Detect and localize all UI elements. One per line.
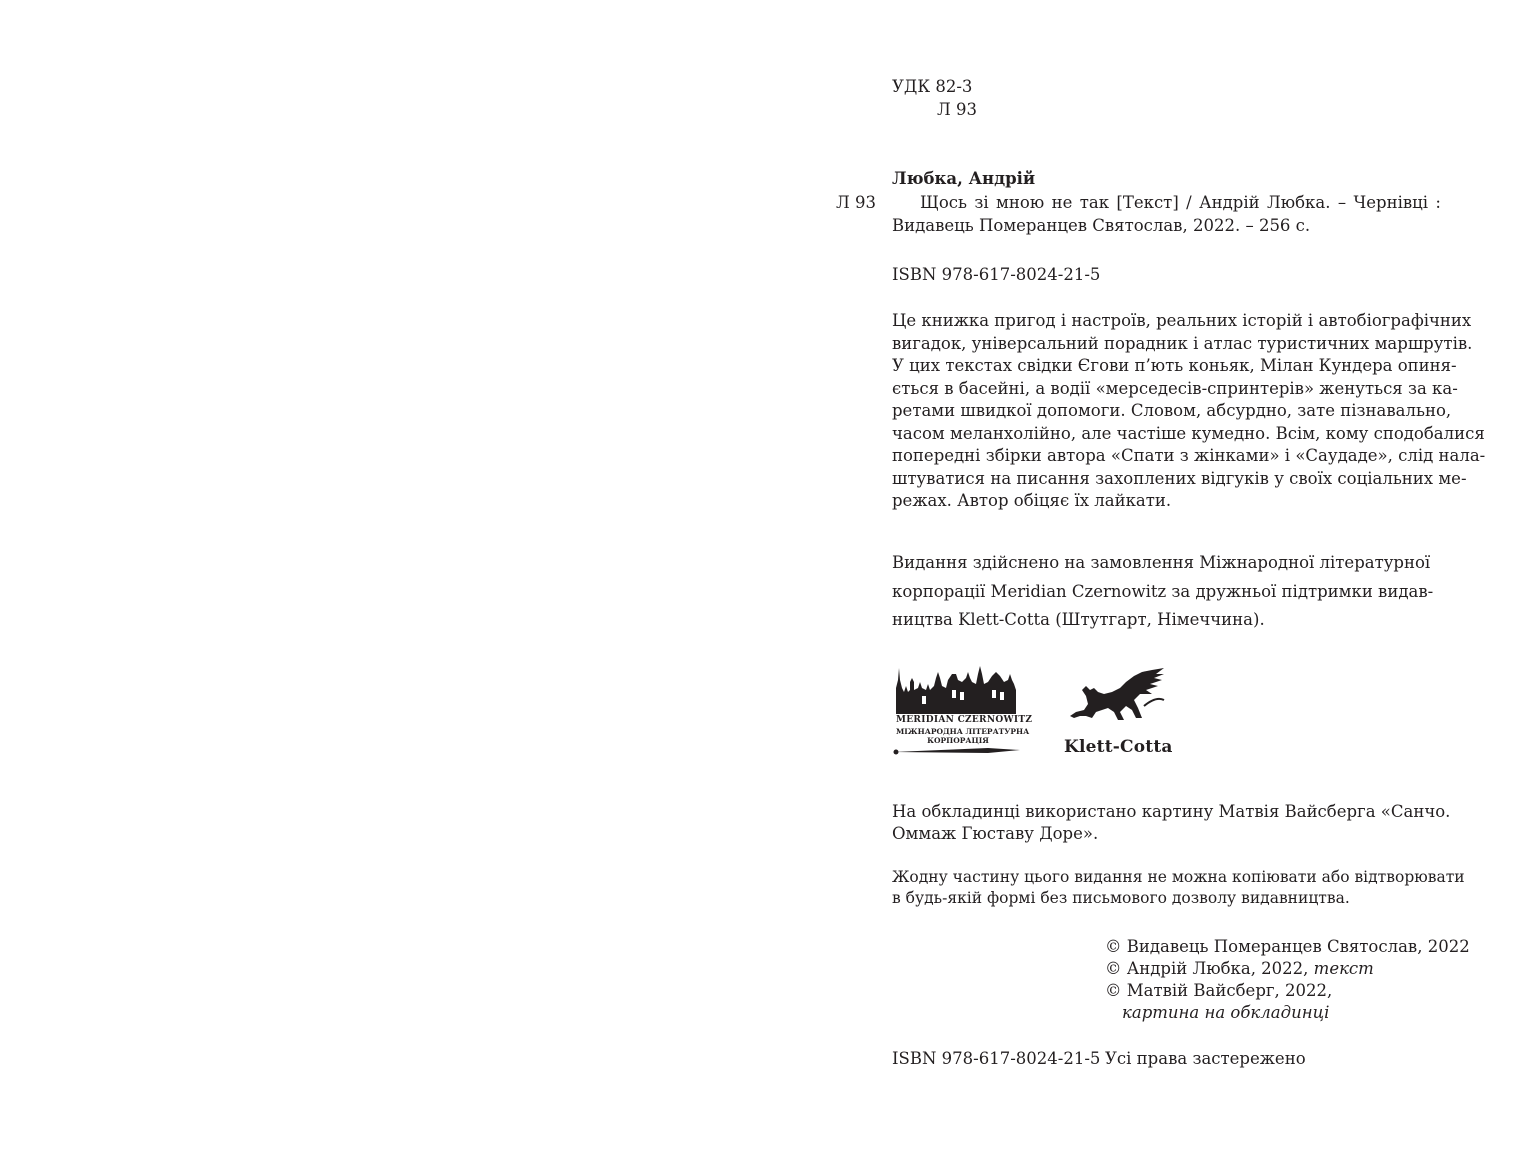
rights-note-line: Жодну частину цього видання не можна копіювати або відтворювати bbox=[892, 868, 1465, 886]
copyright-author bbox=[1105, 958, 1374, 981]
rights-reserved: Усі права застережено bbox=[1105, 1049, 1306, 1068]
sponsor-line: Видання здійснено на замовлення Міжнародної літературної bbox=[892, 553, 1431, 572]
annotation-line: часом меланхолійно, але частіше кумедно. Всім, кому сподобалися bbox=[892, 423, 1485, 443]
bib-line: Щось зі мною не так [Текст] / Андрій Любка. – Чернівці : bbox=[920, 193, 1441, 212]
cover-note-line: Оммаж Гюставу Доре». bbox=[892, 824, 1099, 843]
meridian-czernowitz-logo bbox=[892, 660, 1033, 758]
annotation-line: штуватися на писання захоплених відгуків у своїх соціальних ме- bbox=[892, 468, 1467, 488]
annotation-line: ретами швидкої допомоги. Словом, абсурдно, зате пізнавально, bbox=[892, 401, 1452, 420]
annotation-line: Це книжка пригод і настроїв, реальних історій і автобіографічних bbox=[892, 311, 1472, 330]
annotation-line: У цих текстах свідки Єгови п’ють коньяк, Мілан Кундера опиня- bbox=[892, 356, 1457, 375]
meridian-logo-sub1: МІЖНАРОДНА ЛІТЕРАТУРНА bbox=[896, 727, 1030, 736]
sponsor-line: корпорації Meridian Czernowitz за дружньої підтримки видав- bbox=[892, 581, 1434, 601]
griffin-icon bbox=[1064, 666, 1168, 726]
annotation-line: ється в басейні, а водії «мерседесів-спринтерів» женуться за ка- bbox=[892, 378, 1458, 398]
udk-code: Л 93 bbox=[937, 100, 978, 119]
cover-note-line: На обкладинці використано картину Матвія Вайсберга «Санчо. bbox=[892, 802, 1451, 821]
copyright-publisher: © Видавець Померанцев Святослав, 2022 bbox=[1105, 937, 1470, 956]
isbn-top: ISBN 978-617-8024-21-5 bbox=[892, 265, 1101, 284]
meridian-logo-name: MERIDIAN CZERNOWITZ bbox=[896, 715, 1033, 725]
author-name: Любка, Андрій bbox=[892, 169, 1036, 188]
annotation-line: вигадок, універсальний порадник і атлас туристичних маршрутів. bbox=[892, 333, 1473, 353]
copyright-artist: © Матвій Вайсберг, 2022, bbox=[1105, 981, 1333, 1000]
copyright-author-role: текст bbox=[1313, 959, 1374, 978]
copyright-artist-role: картина на обкладинці bbox=[1122, 1003, 1330, 1022]
bibliographic-record bbox=[892, 192, 1441, 237]
annotation-line: попередні збірки автора «Спати з жінками» і «Саудаде», слід нала- bbox=[892, 446, 1486, 465]
annotation-line: режах. Автор обіцяє їх лайкати. bbox=[892, 491, 1172, 510]
sponsor-line: ництва Klett-Cotta (Штутгарт, Німеччина). bbox=[892, 610, 1265, 629]
meridian-logo-sub2: КОРПОРАЦІЯ bbox=[927, 736, 989, 745]
rights-note-line: в будь-якій формі без письмового дозволу видавництва. bbox=[892, 889, 1350, 907]
isbn-bottom: ISBN 978-617-8024-21-5 bbox=[892, 1049, 1101, 1068]
klett-cotta-name: Klett-Cotta bbox=[1064, 737, 1173, 757]
copyright-author-text: © Андрій Любка, 2022, bbox=[1105, 959, 1314, 978]
margin-code: Л 93 bbox=[836, 193, 877, 212]
sponsor-note bbox=[892, 549, 1441, 635]
bib-line: Видавець Померанцев Святослав, 2022. – 256 с. bbox=[892, 215, 1311, 235]
udk-label: УДК 82-3 bbox=[892, 77, 973, 96]
klett-cotta-logo bbox=[1064, 666, 1168, 726]
annotation bbox=[892, 310, 1486, 513]
